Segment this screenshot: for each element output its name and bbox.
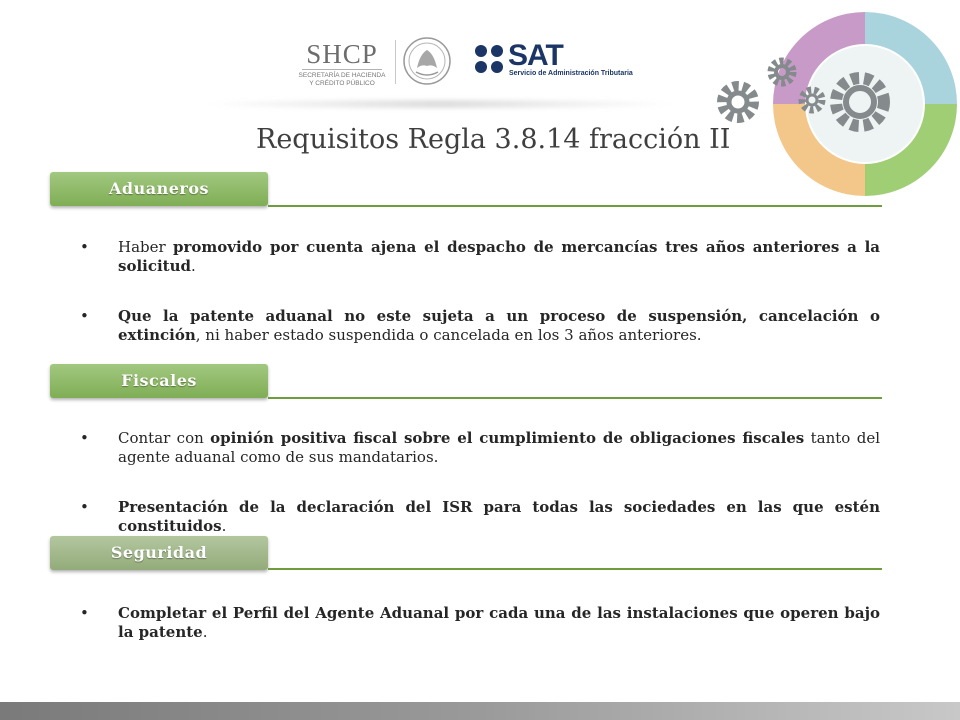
list-item-text — [118, 498, 880, 536]
bullet-dot: • — [80, 238, 89, 256]
text-run: . — [221, 517, 227, 535]
sat-logo-word: SAT — [508, 39, 563, 72]
shcp-logo-sub-2: Y CRÉDITO PÚBLICO — [309, 80, 375, 87]
bullet-dot: • — [80, 429, 89, 447]
bullet-dot: • — [80, 307, 89, 325]
bullet-dot: • — [80, 498, 89, 516]
text-run-bold: Presentación de la declaración del ISR para todas las sociedades en las que estén constituidos — [118, 498, 880, 535]
section-rule-aduaneros — [268, 205, 882, 207]
header-shadow — [200, 100, 680, 108]
list-item-text — [118, 604, 880, 642]
list-item-text — [118, 238, 880, 276]
page-title: Requisitos Regla 3.8.14 fracción II — [256, 124, 731, 155]
sat-dots-icon — [474, 44, 504, 74]
text-run-bold: Completar el Perfil del Agente Aduanal por cada una de las instalaciones que operen bajo la patente — [118, 604, 880, 641]
shcp-logo-rule — [302, 69, 382, 70]
list-item — [80, 429, 880, 467]
text-run-bold: Que la patente aduanal no este sujeta a un proceso de suspensión, cancelación o extinción — [118, 307, 880, 344]
shcp-logo-word: SHCP — [306, 39, 378, 69]
shcp-logo-sub-1: SECRETARÍA DE HACIENDA — [298, 72, 386, 79]
shcp-logo — [296, 40, 388, 88]
section-tab-seguridad: Seguridad — [50, 536, 268, 570]
text-run: tanto del agente aduanal como de sus mandatarios. — [118, 429, 880, 466]
list-item — [80, 604, 880, 642]
national-seal-icon — [402, 36, 452, 86]
logo-divider — [395, 40, 396, 84]
text-run: , ni haber estado suspendida o cancelada en los 3 años anteriores. — [195, 326, 702, 344]
header-logos — [296, 36, 646, 92]
section-tab-aduaneros: Aduaneros — [50, 172, 268, 206]
section-rule-fiscales — [268, 397, 882, 399]
footer-bar — [0, 702, 960, 720]
text-run: . — [202, 623, 208, 641]
text-run: Haber — [118, 238, 173, 256]
text-run: . — [191, 257, 196, 275]
text-run: Contar con — [118, 429, 211, 447]
section-tab-fiscales: Fiscales — [50, 364, 268, 398]
text-run-bold: promovido por cuenta ajena el despacho de mercancías tres años anteriores a la solicitud — [118, 238, 880, 275]
section-rule-seguridad — [268, 568, 882, 570]
gears-ring-decoration — [700, 6, 960, 196]
list-item-text — [118, 307, 880, 345]
sat-logo-sub: Servicio de Administración Tributaria — [509, 70, 633, 77]
list-item — [80, 498, 880, 536]
list-item — [80, 307, 880, 345]
text-run-bold: opinión positiva fiscal sobre el cumplimiento de obligaciones fiscales — [210, 429, 805, 447]
list-item-text — [118, 429, 880, 467]
bullet-dot: • — [80, 604, 89, 622]
list-item — [80, 238, 880, 276]
